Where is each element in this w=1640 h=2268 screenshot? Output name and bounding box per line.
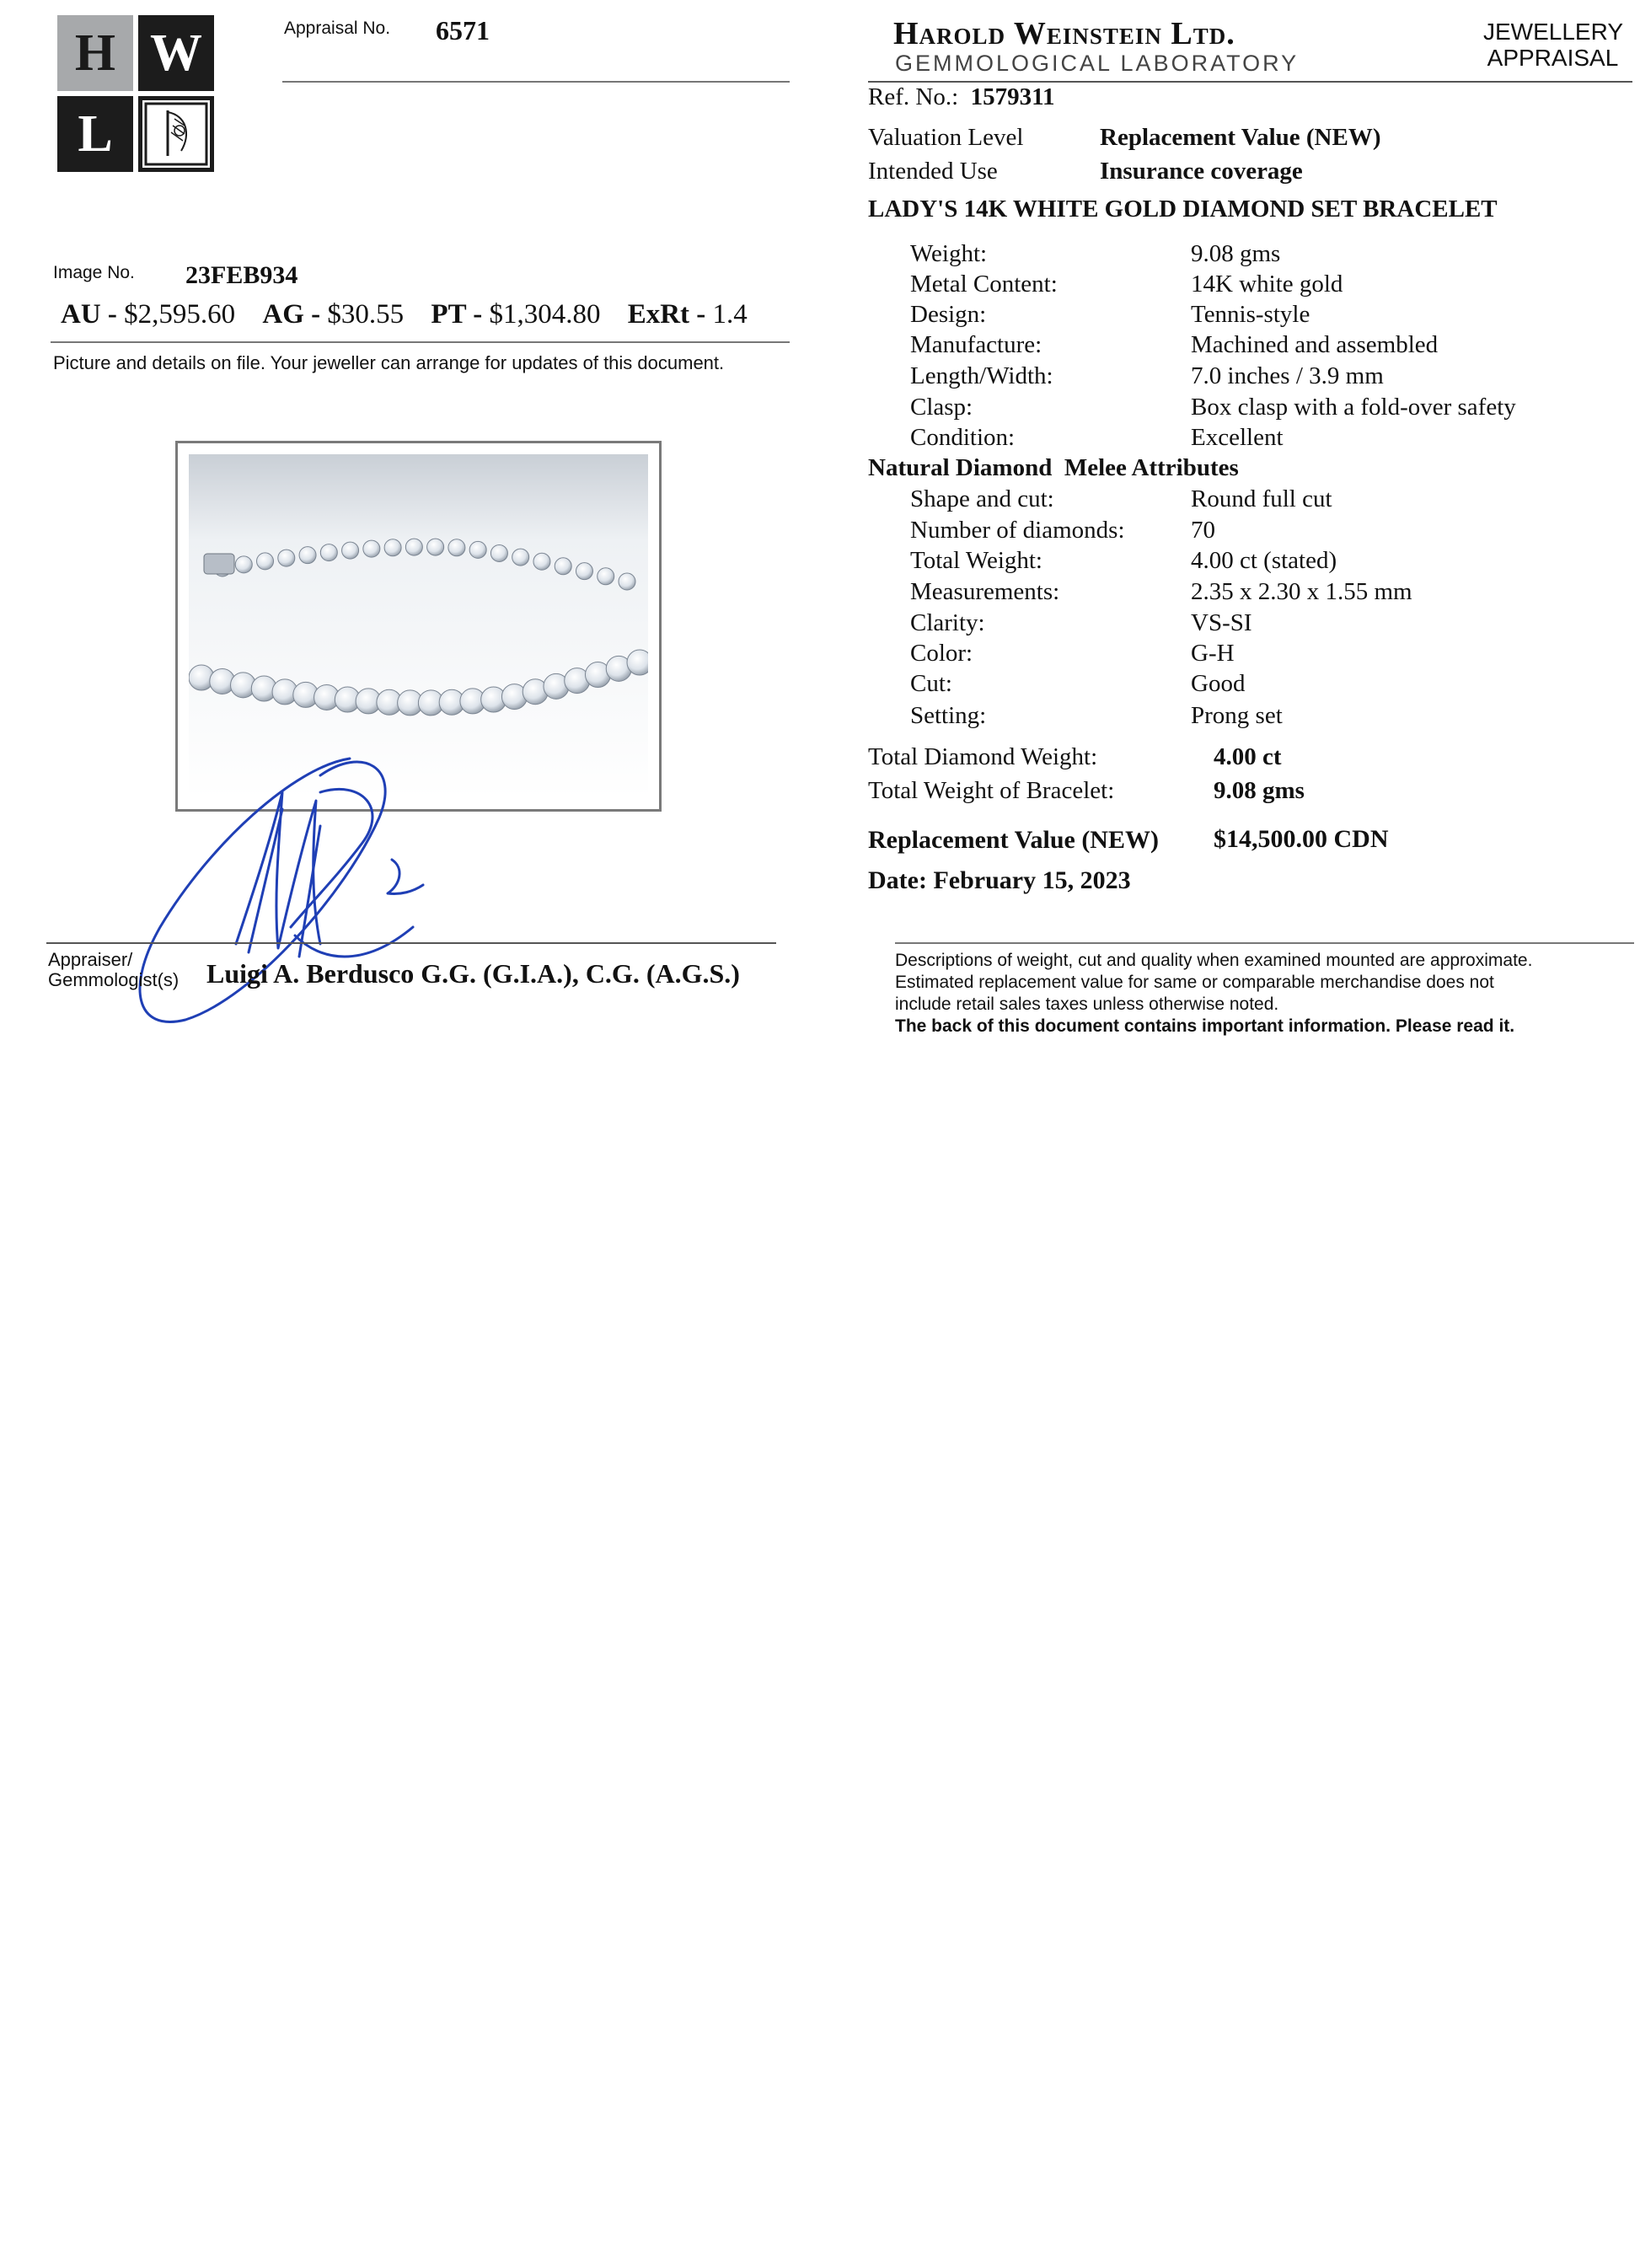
bracelet-stone	[363, 540, 380, 557]
total-bracelet-label: Total Weight of Bracelet:	[868, 777, 1115, 804]
total-diamond-label: Total Diamond Weight:	[868, 743, 1098, 770]
melee-count-value: 70	[1191, 517, 1215, 544]
item-title: LADY'S 14K WHITE GOLD DIAMOND SET BRACELET	[868, 196, 1498, 223]
hwl-logo	[57, 15, 217, 172]
detail-manufacture-label: Manufacture:	[910, 331, 1042, 358]
melee-setting-label: Setting:	[910, 702, 987, 729]
bracelet-stone	[627, 650, 648, 675]
melee-weight-value: 4.00 ct (stated)	[1191, 547, 1337, 574]
bracelet-stone	[342, 542, 359, 559]
appraisal-divider	[282, 81, 790, 83]
bracelet-stone	[320, 544, 337, 561]
melee-measurements-value: 2.35 x 2.30 x 1.55 mm	[1191, 578, 1412, 605]
detail-metal-value: 14K white gold	[1191, 271, 1343, 298]
melee-cut-label: Cut:	[910, 670, 952, 697]
melee-setting-value: Prong set	[1191, 702, 1283, 729]
total-bracelet-value: 9.08 gms	[1214, 777, 1305, 804]
melee-color-value: G-H	[1191, 640, 1235, 667]
logo-letter-l: L	[57, 96, 133, 172]
detail-manufacture-value: Machined and assembled	[1191, 331, 1439, 358]
bracelet-stone	[384, 539, 401, 556]
metals-divider	[51, 341, 790, 343]
disclaimer-line-2: Estimated replacement value for same or comparable merchandise does not	[895, 973, 1494, 992]
bracelet-stone	[490, 544, 507, 561]
intended-use-label: Intended Use	[868, 158, 998, 185]
appraisal-date: Date: February 15, 2023	[868, 866, 1131, 894]
logo-letter-w: W	[138, 15, 214, 91]
detail-weight-value: 9.08 gms	[1191, 240, 1281, 267]
melee-color-label: Color:	[910, 640, 973, 667]
bracelet-stone	[619, 573, 635, 590]
bracelet-stone	[235, 556, 252, 573]
bracelet-stone	[427, 539, 444, 555]
appraiser-label: Appraiser/ Gemmologist(s)	[48, 949, 180, 990]
disclaimer-line-4: The back of this document contains important information. Please read it.	[895, 1016, 1515, 1036]
appraisal-no-value: 6571	[436, 15, 490, 46]
replacement-value-amount: $14,500.00 CDN	[1214, 825, 1389, 853]
bracelet-stone	[278, 550, 295, 566]
detail-clasp-value: Box clasp with a fold-over safety	[1191, 394, 1516, 421]
company-name: Harold Weinstein Ltd.	[893, 16, 1235, 51]
ref-no: Ref. No.: 1579311	[868, 83, 1055, 110]
total-diamond-value: 4.00 ct	[1214, 743, 1282, 770]
melee-weight-label: Total Weight:	[910, 547, 1042, 574]
bracelet-stone	[576, 563, 592, 580]
bracelet-stone	[555, 558, 571, 575]
appraiser-name: Luigi A. Berdusco G.G. (G.I.A.), C.G. (A.G.S.)	[206, 958, 740, 989]
lab-name: GEMMOLOGICAL LABORATORY	[895, 51, 1300, 76]
detail-length-label: Length/Width:	[910, 362, 1053, 389]
detail-condition-label: Condition:	[910, 424, 1016, 451]
valuation-level-value: Replacement Value (NEW)	[1100, 124, 1381, 151]
image-no-value: 23FEB934	[185, 261, 298, 289]
detail-design-value: Tennis-style	[1191, 301, 1310, 328]
replacement-value-label: Replacement Value (NEW)	[868, 826, 1159, 854]
bracelet-stone	[598, 568, 614, 585]
bracelet-stone	[257, 553, 274, 570]
melee-title: Natural Diamond Melee Attributes	[868, 454, 1239, 481]
detail-clasp-label: Clasp:	[910, 394, 973, 421]
detail-design-label: Design:	[910, 301, 987, 328]
bracelet-stone	[512, 549, 529, 566]
gemmologist-loupe-icon	[138, 96, 214, 172]
bracelet-stone	[448, 539, 465, 556]
bracelet-stone	[299, 547, 316, 564]
logo-letter-h: H	[57, 15, 133, 91]
appraisal-no-label: Appraisal No.	[284, 19, 391, 38]
metal-price-pt: PT - $1,304.80	[431, 299, 601, 330]
appraiser-signature	[110, 742, 472, 1037]
document-type: JEWELLERY APPRAISAL	[1483, 19, 1623, 71]
bracelet-stone	[405, 539, 422, 555]
picture-note: Picture and details on file. Your jeweller can arrange for updates of this document.	[53, 352, 725, 373]
bracelet-stone	[469, 541, 486, 558]
metal-price-au: AU - $2,595.60	[61, 299, 236, 330]
detail-condition-value: Excellent	[1191, 424, 1284, 451]
intended-use-value: Insurance coverage	[1100, 158, 1303, 185]
melee-shape-label: Shape and cut:	[910, 485, 1054, 512]
melee-measurements-label: Measurements:	[910, 578, 1060, 605]
melee-shape-value: Round full cut	[1191, 485, 1332, 512]
detail-length-value: 7.0 inches / 3.9 mm	[1191, 362, 1384, 389]
header-divider	[868, 81, 1632, 83]
image-no-label: Image No.	[53, 263, 135, 282]
signature-line	[46, 942, 776, 944]
metal-price-ag: AG - $30.55	[262, 299, 405, 330]
disclaimer	[895, 950, 1620, 1037]
exchange-rate: ExRt - 1.4	[627, 299, 748, 330]
disclaimer-line-3: include retail sales taxes unless otherwise noted.	[895, 995, 1279, 1014]
melee-cut-value: Good	[1191, 670, 1246, 697]
disclaimer-line-1: Descriptions of weight, cut and quality when examined mounted are approximate.	[895, 951, 1533, 970]
melee-clarity-value: VS-SI	[1191, 609, 1252, 636]
metal-prices	[61, 299, 768, 330]
valuation-level-label: Valuation Level	[868, 124, 1024, 151]
melee-clarity-label: Clarity:	[910, 609, 985, 636]
disclaimer-divider	[895, 942, 1634, 944]
bracelet-stone	[533, 553, 550, 570]
detail-metal-label: Metal Content:	[910, 271, 1058, 298]
detail-weight-label: Weight:	[910, 240, 988, 267]
melee-count-label: Number of diamonds:	[910, 517, 1125, 544]
